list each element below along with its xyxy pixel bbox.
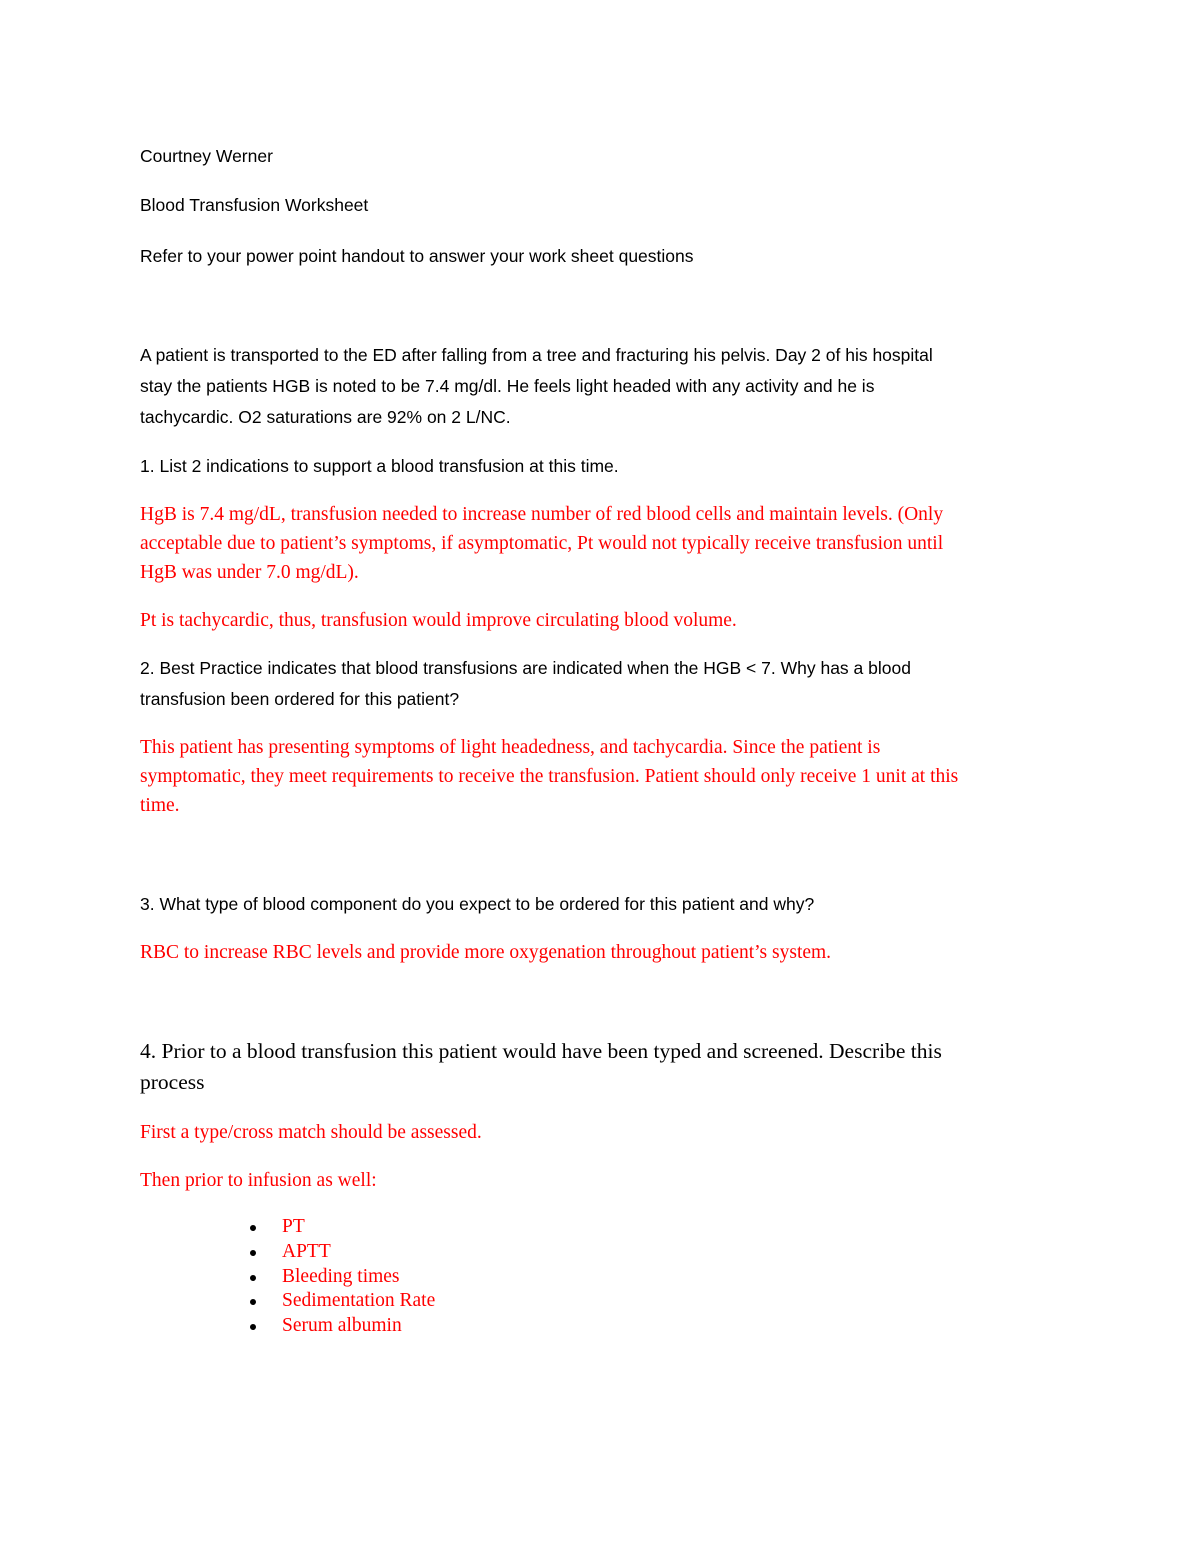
bullet-icon xyxy=(250,1275,256,1281)
question-number: 1. xyxy=(140,456,155,476)
question-3 xyxy=(140,889,1060,920)
answer-1a xyxy=(140,500,1060,587)
question-number: 2. xyxy=(140,658,155,678)
question-1 xyxy=(140,451,1060,482)
scenario-paragraph xyxy=(140,340,1060,433)
answer-line: This patient has presenting symptoms of light headedness, and tachycardia. Since the patient is xyxy=(140,737,881,758)
question-text: process xyxy=(140,1070,205,1094)
answer-4a xyxy=(140,1118,1060,1147)
question-text: transfusion been ordered for this patient? xyxy=(140,689,460,709)
question-number: 3. xyxy=(140,894,155,914)
bullet-icon xyxy=(250,1299,256,1305)
question-2 xyxy=(140,653,1060,715)
answer-4b xyxy=(140,1166,1060,1195)
bullet-icon xyxy=(250,1250,256,1256)
list-item: PT xyxy=(246,1215,435,1240)
answer-line: symptomatic, they meet requirements to receive the transfusion. Patient should only receive 1 unit at this xyxy=(140,766,959,787)
question-text: Best Practice indicates that blood transfusions are indicated when the HGB < 7. Why has a blood xyxy=(159,658,911,678)
list-item: Sedimentation Rate xyxy=(246,1289,435,1314)
list-item: APTT xyxy=(246,1240,435,1265)
instructions-text: Refer to your power point handout to answer your work sheet questions xyxy=(140,246,694,266)
bullet-icon xyxy=(250,1324,256,1330)
answer-3 xyxy=(140,938,1060,967)
answer-2 xyxy=(140,733,1060,820)
answer-line: HgB was under 7.0 mg/dL). xyxy=(140,562,359,583)
answer-line: time. xyxy=(140,795,180,816)
bullet-icon xyxy=(250,1225,256,1231)
scenario-line: stay the patients HGB is noted to be 7.4 mg/dl. He feels light headed with any activity and he is xyxy=(140,376,875,396)
list-item: Serum albumin xyxy=(246,1314,435,1339)
question-number: 4. xyxy=(140,1039,157,1063)
scenario-line: A patient is transported to the ED after falling from a tree and fracturing his pelvis. Day 2 of his hospital xyxy=(140,345,933,365)
question-4 xyxy=(140,1036,1060,1098)
answer-line: HgB is 7.4 mg/dL, transfusion needed to increase number of red blood cells and maintain levels. (Only xyxy=(140,504,944,525)
question-text: What type of blood component do you expect to be ordered for this patient and why? xyxy=(159,894,815,914)
answer-line: First a type/cross match should be assessed. xyxy=(140,1122,482,1143)
list-item: Bleeding times xyxy=(246,1265,435,1290)
answer-line: Pt is tachycardic, thus, transfusion would improve circulating blood volume. xyxy=(140,610,737,631)
scenario-line: tachycardic. O2 saturations are 92% on 2 L/NC. xyxy=(140,407,511,427)
question-text: List 2 indications to support a blood transfusion at this time. xyxy=(159,456,619,476)
author-name: Courtney Werner xyxy=(140,146,273,166)
answer-1b xyxy=(140,606,1060,635)
answer-line: RBC to increase RBC levels and provide more oxygenation throughout patient’s system. xyxy=(140,942,832,963)
lab-tests-list xyxy=(246,1215,435,1339)
worksheet-title: Blood Transfusion Worksheet xyxy=(140,195,369,215)
answer-line: acceptable due to patient’s symptoms, if asymptomatic, Pt would not typically receive transfusion until xyxy=(140,533,944,554)
answer-line: Then prior to infusion as well: xyxy=(140,1170,377,1191)
question-text: Prior to a blood transfusion this patient would have been typed and screened. Describe this xyxy=(161,1039,942,1063)
